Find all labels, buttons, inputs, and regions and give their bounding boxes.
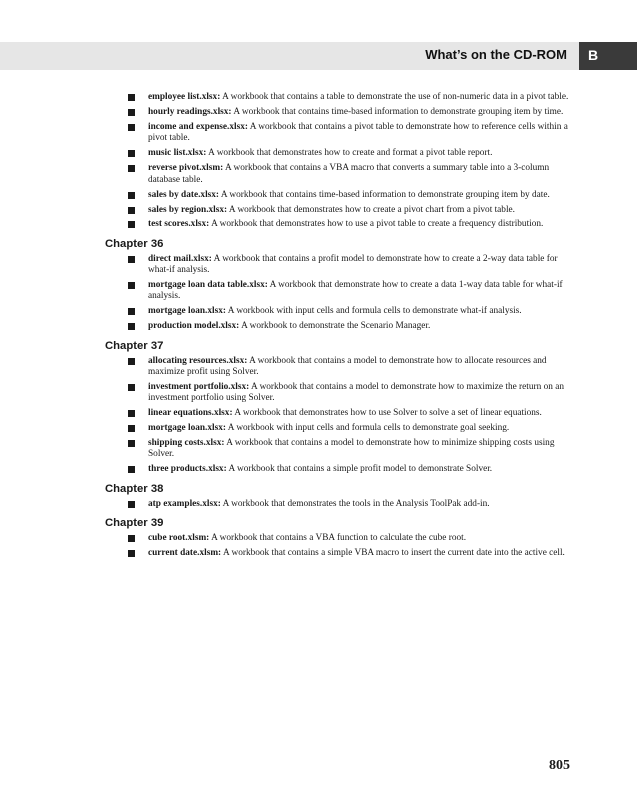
file-description: A workbook with input cells and formula cells to demonstrate what-if analysis. xyxy=(225,306,522,317)
list-item xyxy=(148,107,570,118)
list-item xyxy=(148,438,570,461)
square-bullet-icon xyxy=(128,466,135,473)
file-description: A workbook that contains time-based information to demonstrate grouping item by date. xyxy=(219,189,550,200)
file-description: A workbook that contains a simple profit model to demonstrate Solver. xyxy=(226,464,493,475)
square-bullet-icon xyxy=(128,256,135,263)
file-description: A workbook that contains a model to demonstrate how to allocate resources and maximize profit using Solver. xyxy=(148,355,547,377)
file-description: A workbook that demonstrate how to create a data 1-way data table for what-if analysis. xyxy=(148,280,563,302)
list-item xyxy=(148,163,570,186)
list-item xyxy=(148,408,570,419)
file-name: shipping costs.xlsx: xyxy=(148,438,225,449)
file-name: hourly readings.xlsx: xyxy=(148,106,232,117)
square-bullet-icon xyxy=(128,425,135,432)
file-name: direct mail.xlsx: xyxy=(148,253,212,264)
list-item xyxy=(148,321,570,332)
list-item xyxy=(148,306,570,317)
file-description: A workbook that contains a VBA function to calculate the cube root. xyxy=(209,533,467,544)
file-name: mortgage loan data table.xlsx: xyxy=(148,280,268,291)
square-bullet-icon xyxy=(128,308,135,315)
list-item xyxy=(148,205,570,216)
square-bullet-icon xyxy=(128,358,135,365)
file-name: mortgage loan.xlsx: xyxy=(148,423,226,434)
file-description: A workbook that demonstrates how to create a pivot chart from a pivot table. xyxy=(227,204,515,215)
file-description: A workbook to demonstrate the Scenario Manager. xyxy=(239,321,431,332)
page-content xyxy=(0,92,637,563)
file-name: sales by region.xlsx: xyxy=(148,204,228,215)
file-name: three products.xlsx: xyxy=(148,464,227,475)
list-item xyxy=(148,533,570,544)
file-name: cube root.xlsm: xyxy=(148,533,210,544)
square-bullet-icon xyxy=(128,440,135,447)
file-name: reverse pivot.xlsm: xyxy=(148,163,224,174)
file-description: A workbook that demonstrates the tools in the Analysis ToolPak add-in. xyxy=(220,498,490,509)
file-description: A workbook that contains a model to demonstrate how to minimize shipping costs using Solver. xyxy=(148,438,555,460)
file-name: music list.xlsx: xyxy=(148,148,207,159)
square-bullet-icon xyxy=(128,109,135,116)
file-description: A workbook that contains a pivot table to demonstrate how to reference cells within a pivot table. xyxy=(148,121,568,144)
file-description: A workbook that contains a VBA macro that converts a summary table into a 3-column database table. xyxy=(148,163,550,185)
square-bullet-icon xyxy=(128,282,135,289)
square-bullet-icon xyxy=(128,323,135,330)
running-header-title: What’s on the CD-ROM xyxy=(425,47,567,62)
file-description: A workbook that demonstrates how to use Solver to solve a set of linear equations. xyxy=(232,408,542,419)
list-item xyxy=(148,219,570,230)
file-name: linear equations.xlsx: xyxy=(148,408,233,419)
list-item xyxy=(148,92,570,103)
file-name: current date.xlsm: xyxy=(148,548,222,559)
file-name: atp examples.xlsx: xyxy=(148,498,221,509)
appendix-letter: B xyxy=(588,47,599,63)
page-number: 805 xyxy=(549,758,570,773)
file-name: allocating resources.xlsx: xyxy=(148,355,248,366)
square-bullet-icon xyxy=(128,501,135,508)
appendix-tab xyxy=(579,42,637,70)
square-bullet-icon xyxy=(128,410,135,417)
file-description: A workbook that contains a model to demonstrate how to maximize the return on an investment portfolio using Solver. xyxy=(148,381,564,404)
file-description: A workbook that demonstrates how to use a pivot table to create a frequency distribution. xyxy=(209,219,544,230)
list-item xyxy=(148,499,570,510)
list-item xyxy=(148,148,570,159)
square-bullet-icon xyxy=(128,94,135,101)
chapter-heading: Chapter 36 xyxy=(105,237,164,250)
file-name: employee list.xlsx: xyxy=(148,92,221,102)
square-bullet-icon xyxy=(128,165,135,172)
file-description: A workbook with input cells and formula cells to demonstrate goal seeking. xyxy=(225,423,510,434)
list-item xyxy=(148,356,570,379)
list-item xyxy=(148,382,570,405)
file-name: production model.xlsx: xyxy=(148,321,240,332)
list-item xyxy=(148,548,570,559)
square-bullet-icon xyxy=(128,124,135,131)
list-item xyxy=(148,254,570,277)
file-name: test scores.xlsx: xyxy=(148,219,210,230)
list-item xyxy=(148,122,570,145)
square-bullet-icon xyxy=(128,384,135,391)
file-description: A workbook that contains a profit model to demonstrate how to create a 2-way data table for what-if analysis. xyxy=(148,253,558,276)
file-description: A workbook that contains a table to demonstrate the use of non-numeric data in a pivot table. xyxy=(220,92,569,102)
square-bullet-icon xyxy=(128,535,135,542)
square-bullet-icon xyxy=(128,192,135,199)
file-name: income and expense.xlsx: xyxy=(148,121,248,132)
square-bullet-icon xyxy=(128,207,135,214)
list-item xyxy=(148,280,570,303)
square-bullet-icon xyxy=(128,550,135,557)
chapter-heading: Chapter 39 xyxy=(105,517,164,530)
file-description: A workbook that contains a simple VBA macro to insert the current date into the active cell. xyxy=(221,548,565,559)
file-description: A workbook that demonstrates how to create and format a pivot table report. xyxy=(206,148,493,159)
square-bullet-icon xyxy=(128,150,135,157)
chapter-heading: Chapter 38 xyxy=(105,482,164,495)
file-description: A workbook that contains time-based information to demonstrate grouping item by time. xyxy=(231,106,564,117)
list-item xyxy=(148,190,570,201)
chapter-heading: Chapter 37 xyxy=(105,339,164,352)
square-bullet-icon xyxy=(128,221,135,228)
file-name: mortgage loan.xlsx: xyxy=(148,306,226,317)
list-item xyxy=(148,423,570,434)
file-name: investment portfolio.xlsx: xyxy=(148,381,250,392)
file-name: sales by date.xlsx: xyxy=(148,189,220,200)
list-item xyxy=(148,464,570,475)
